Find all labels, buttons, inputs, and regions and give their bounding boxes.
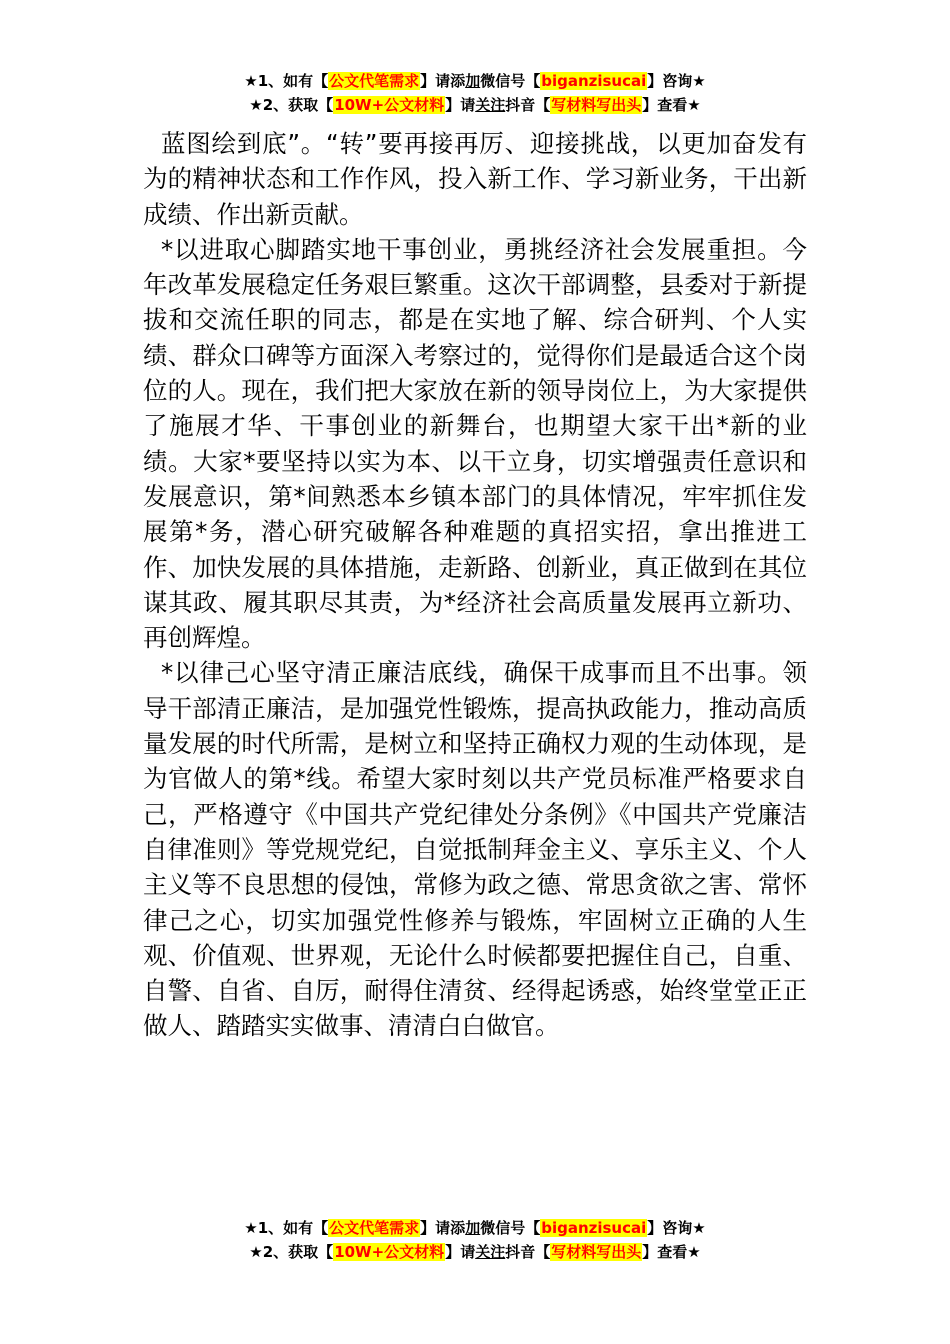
document-body — [143, 126, 807, 1044]
header-line-1-text-2: 微信号【 — [480, 72, 541, 90]
footer-line-1-suffix: 】咨询★ — [647, 1219, 706, 1237]
header-line-1-text: 】请添 — [420, 72, 466, 90]
header-line-2 — [0, 93, 950, 117]
header-highlight-wechat-id: biganzisucai — [541, 72, 647, 90]
header-highlight-materials: 10W+公文材料 — [334, 96, 445, 114]
footer-line-2-text-2: 抖音【 — [505, 1243, 551, 1261]
footer-line-2-text: 】请 — [445, 1243, 476, 1261]
footer-line-2 — [0, 1240, 950, 1264]
header-line-1-underlined: 加 — [465, 72, 481, 90]
footer-line-1-underlined: 加 — [465, 1219, 481, 1237]
footer-highlight-ghostwriting: 公文代笔需求 — [329, 1219, 420, 1237]
footer-line-2-suffix: 】查看★ — [642, 1243, 701, 1261]
paragraph-1: 蓝图绘到底”。“转”要再接再厉、迎接挑战，以更加奋发有为的精神状态和工作作风，投入新工作、学习新业务，干出新成绩、作出新贡献。 — [143, 129, 807, 229]
header-highlight-ghostwriting: 公文代笔需求 — [329, 72, 420, 90]
footer-banner — [0, 1216, 950, 1264]
header-line-2-text-2: 抖音【 — [505, 96, 551, 114]
header-line-1-prefix: ★1、如有【 — [244, 72, 329, 90]
footer-highlight-douyin: 写材料写出头 — [551, 1243, 642, 1261]
footer-line-1 — [0, 1216, 950, 1240]
footer-line-1-prefix: ★1、如有【 — [244, 1219, 329, 1237]
paragraph-3: *以律己心坚守清正廉洁底线，确保干成事而且不出事。领导干部清正廉洁，是加强党性锻炼，提高执政能力，推动高质量发展的时代所需，是树立和坚持正确权力观的生动体现，是为官做人的第*线。希望大家时刻以共产党员标准严格要求自己，严格遵守《中国共产党纪律处分条例》《中国共产党廉洁自律准则》等党规党纪，自觉抵制拜金主义、享乐主义、个人主义等不良思想的侵蚀，常修为政之德、常思贪欲之害、常怀律己之心，切实加强党性修养与锻炼，牢固树立正确的人生观、价值观、世界观，无论什么时候都要把握住自己，自重、自警、自省、自厉，耐得住清贫、经得起诱惑，始终堂堂正正做人、踏踏实实做事、清清白白做官。 — [143, 658, 807, 1041]
header-highlight-douyin: 写材料写出头 — [551, 96, 642, 114]
footer-highlight-wechat-id: biganzisucai — [541, 1219, 647, 1237]
header-banner — [0, 69, 950, 117]
footer-line-2-underlined: 关注 — [475, 1243, 506, 1261]
header-line-2-prefix: ★2、获取【 — [249, 96, 334, 114]
footer-line-1-text: 】请添 — [420, 1219, 466, 1237]
header-line-2-suffix: 】查看★ — [642, 96, 701, 114]
header-line-2-underlined: 关注 — [475, 96, 506, 114]
footer-line-2-prefix: ★2、获取【 — [249, 1243, 334, 1261]
footer-highlight-materials: 10W+公文材料 — [334, 1243, 445, 1261]
paragraph-2: *以进取心脚踏实地干事创业，勇挑经济社会发展重担。今年改革发展稳定任务艰巨繁重。这次干部调整，县委对于新提拔和交流任职的同志，都是在实地了解、综合研判、个人实绩、群众口碑等方面深入考察过的，觉得你们是最适合这个岗位的人。现在，我们把大家放在新的领导岗位上，为大家提供了施展才华、干事创业的新舞台，也期望大家干出*新的业绩。大家*要坚持以实为本、以干立身，切实增强责任意识和发展意识，第*间熟悉本乡镇本部门的具体情况，牢牢抓住发展第*务，潜心研究破解各种难题的真招实招，拿出推进工作、加快发展的具体措施，走新路、创新业，真正做到在其位谋其政、履其职尽其责，为*经济社会高质量发展再立新功、再创辉煌。 — [143, 234, 807, 653]
header-line-1 — [0, 69, 950, 93]
header-line-1-suffix: 】咨询★ — [647, 72, 706, 90]
footer-line-1-text-2: 微信号【 — [480, 1219, 541, 1237]
header-line-2-text: 】请 — [445, 96, 476, 114]
